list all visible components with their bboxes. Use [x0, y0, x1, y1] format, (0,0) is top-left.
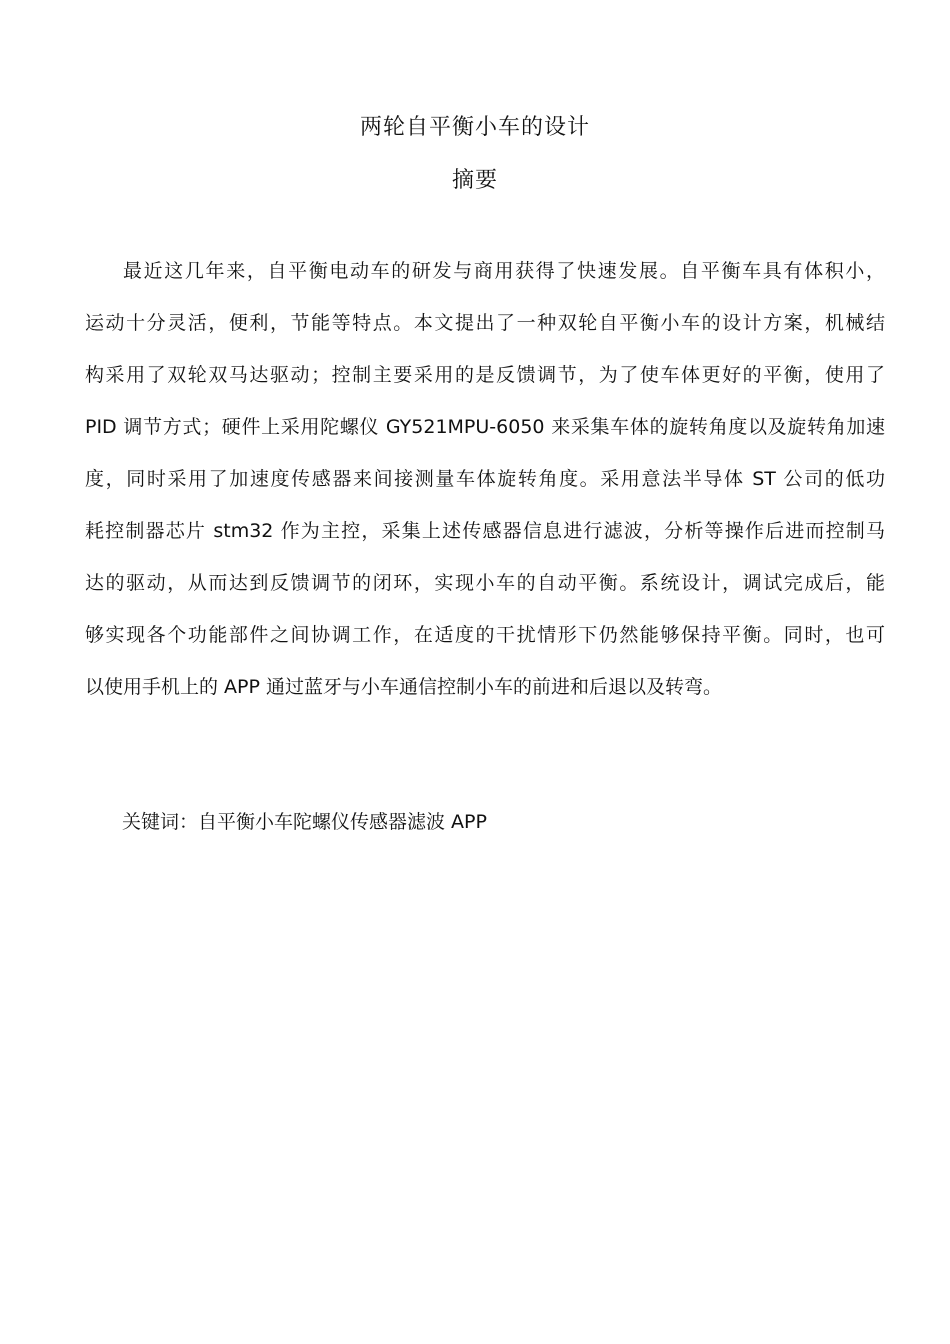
abstract-line: PID 调节方式；硬件上采用陀螺仪 GY521MPU-6050 来采集车体的旋转角度以及旋转角加速 [85, 416, 885, 438]
abstract-line: 运动十分灵活，便利，节能等特点。本文提出了一种双轮自平衡小车的设计方案，机械结 [85, 312, 885, 334]
keywords: 关键词：自平衡小车陀螺仪传感器滤波 APP [122, 811, 487, 833]
abstract-line: 以使用手机上的 APP 通过蓝牙与小车通信控制小车的前进和后退以及转弯。 [85, 676, 722, 698]
abstract-line: 够实现各个功能部件之间协调工作，在适度的干扰情形下仍然能够保持平衡。同时，也可 [85, 624, 885, 646]
abstract-body [85, 252, 885, 720]
abstract-line: 构采用了双轮双马达驱动；控制主要采用的是反馈调节，为了使车体更好的平衡，使用了 [85, 364, 885, 386]
abstract-line: 度，同时采用了加速度传感器来间接测量车体旋转角度。采用意法半导体 ST 公司的低功 [85, 468, 885, 490]
abstract-line: 达的驱动，从而达到反馈调节的闭环，实现小车的自动平衡。系统设计，调试完成后，能 [85, 572, 885, 594]
abstract-line: 最近这几年来，自平衡电动车的研发与商用获得了快速发展。自平衡车具有体积小， [123, 260, 885, 282]
abstract-line: 耗控制器芯片 stm32 作为主控，采集上述传感器信息进行滤波，分析等操作后进而控制马 [85, 520, 885, 542]
abstract-heading: 摘要 [451, 168, 498, 193]
document-title: 两轮自平衡小车的设计 [359, 115, 590, 140]
